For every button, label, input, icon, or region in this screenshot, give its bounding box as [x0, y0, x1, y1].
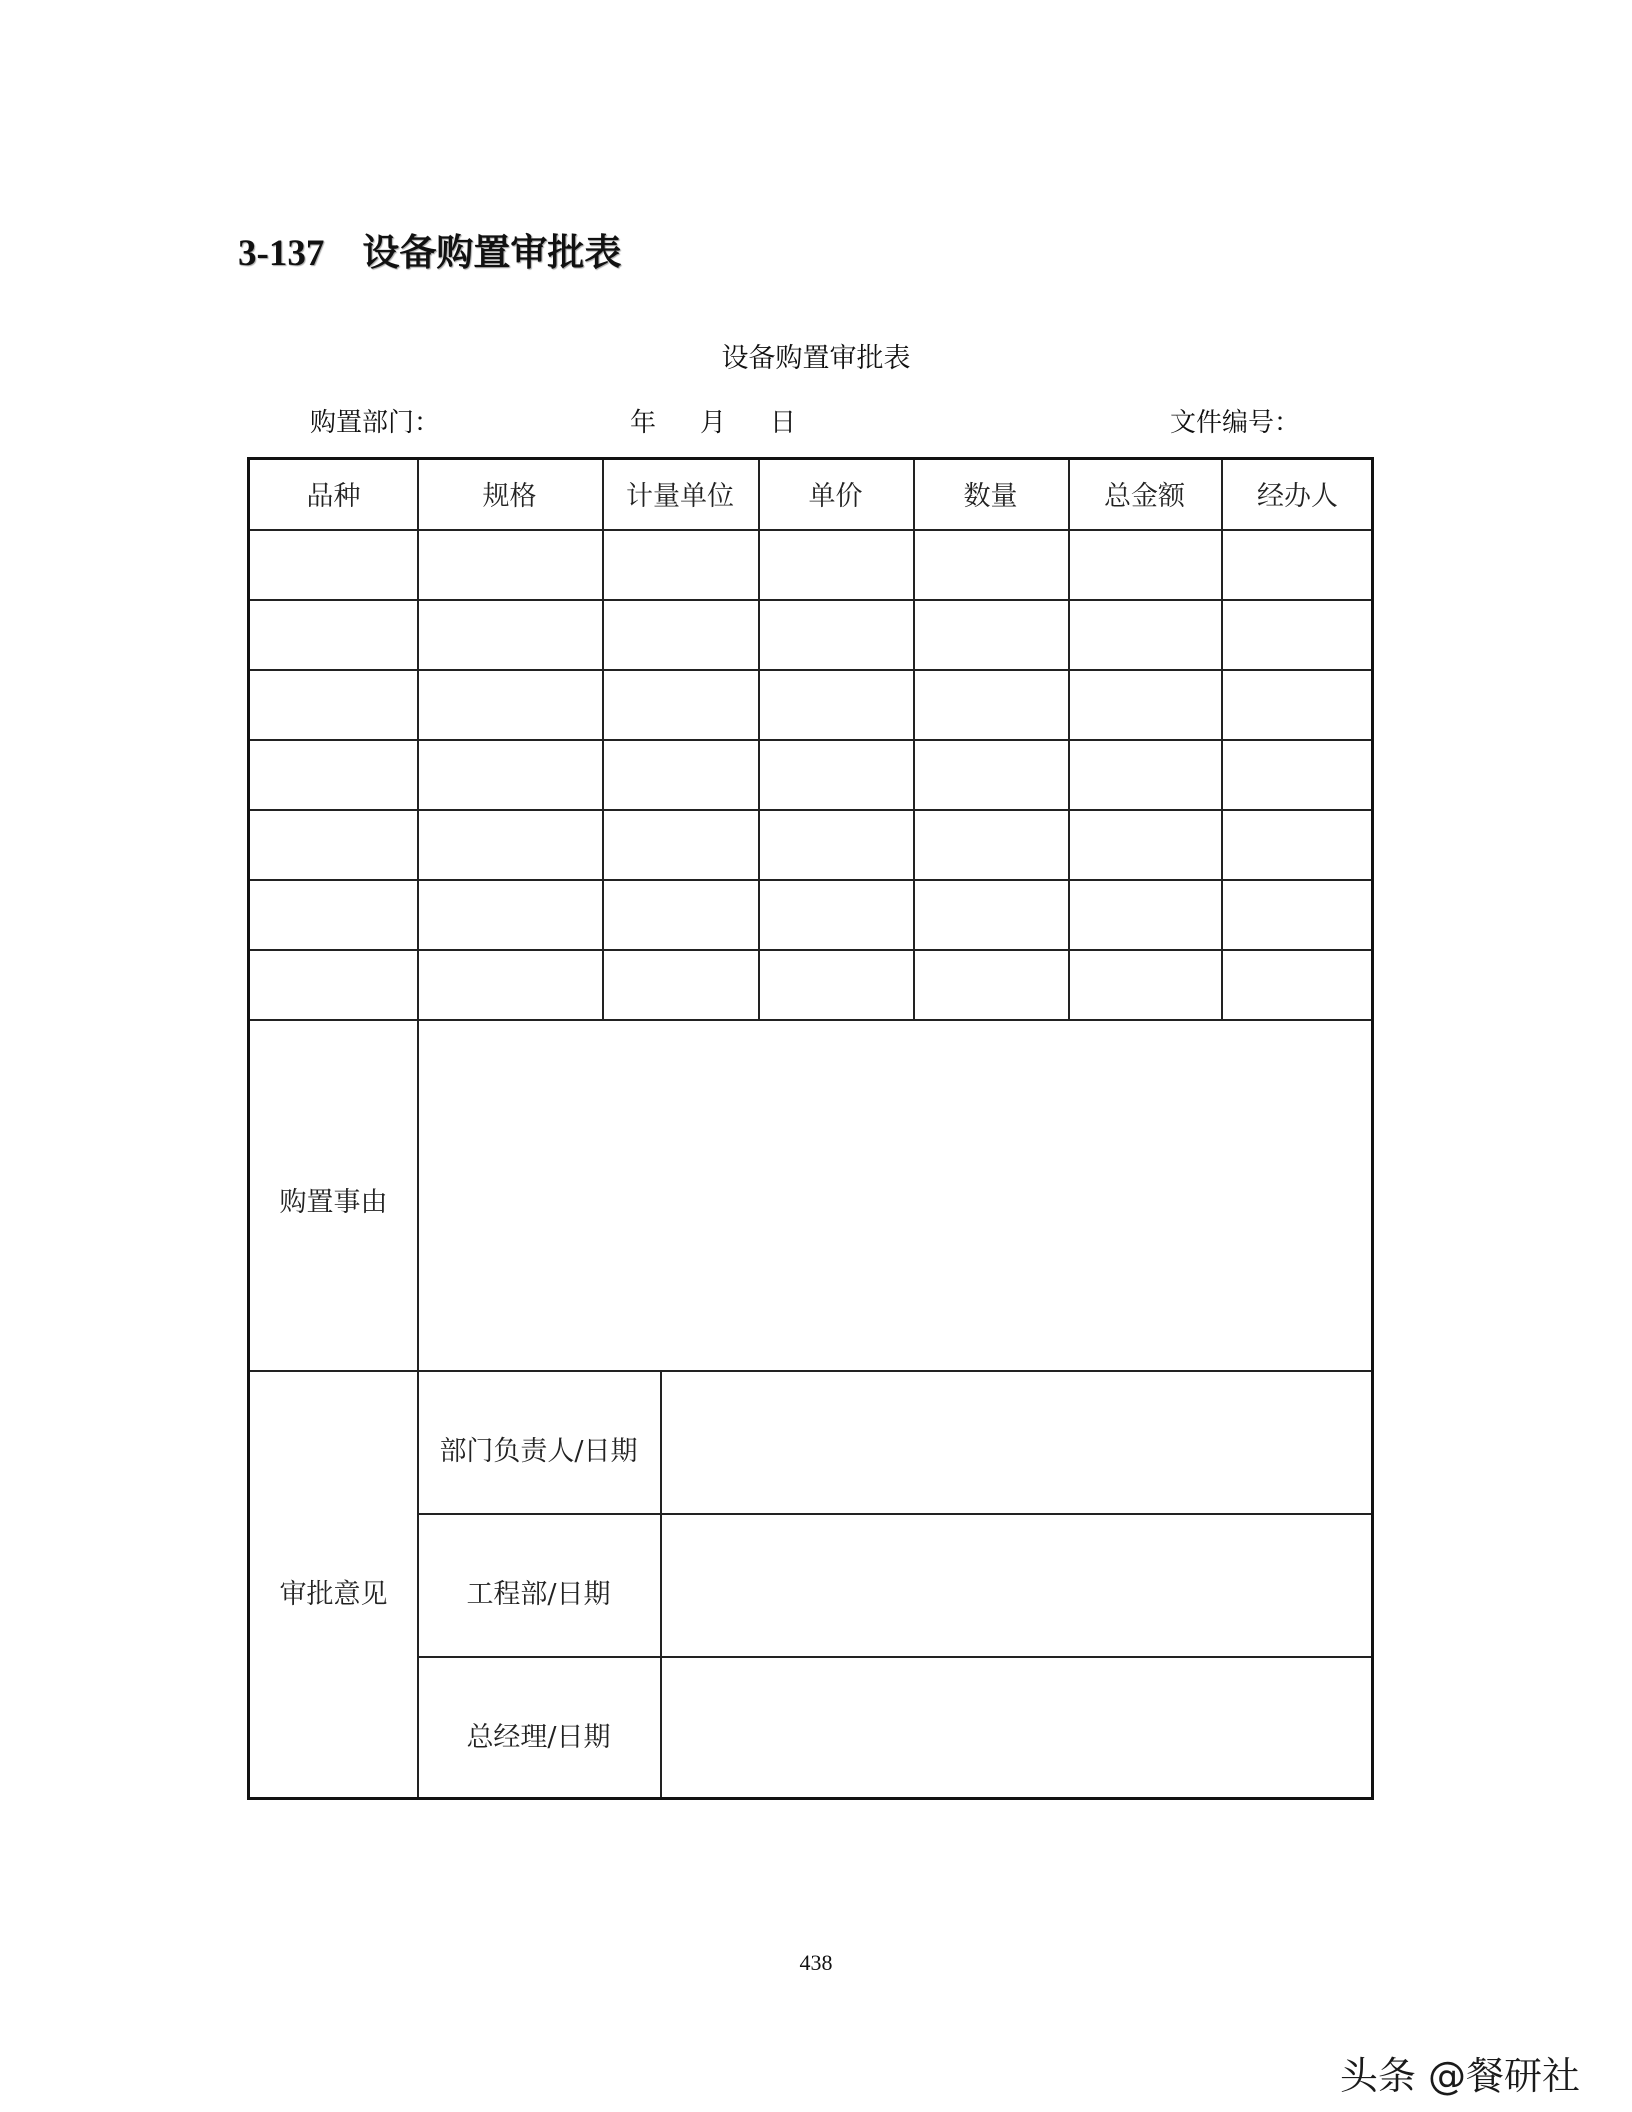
- item-cell[interactable]: [252, 951, 415, 1018]
- item-cell[interactable]: [760, 881, 911, 948]
- reason-field[interactable]: [419, 1025, 1371, 1372]
- column-divider: [1068, 460, 1070, 1020]
- item-cell[interactable]: [915, 531, 1066, 598]
- item-cell[interactable]: [419, 951, 600, 1018]
- item-cell[interactable]: [252, 881, 415, 948]
- item-cell[interactable]: [604, 531, 756, 598]
- item-cell[interactable]: [419, 531, 600, 598]
- item-cell[interactable]: [1070, 741, 1219, 808]
- item-cell[interactable]: [604, 881, 756, 948]
- section-heading: [238, 222, 621, 276]
- approval-label: 审批意见: [279, 1579, 388, 1610]
- item-cell[interactable]: [1070, 811, 1219, 878]
- item-cell[interactable]: [604, 741, 756, 808]
- page-number: 438: [799, 1950, 833, 1975]
- header-total-amount: 总金额: [1104, 481, 1185, 512]
- item-cell[interactable]: [1223, 881, 1369, 948]
- item-cell[interactable]: [252, 671, 415, 738]
- item-cell[interactable]: [604, 601, 756, 668]
- header-quantity: 数量: [963, 481, 1018, 512]
- section-number: 3-137: [238, 233, 325, 274]
- item-cell[interactable]: [915, 881, 1066, 948]
- item-cell[interactable]: [419, 671, 600, 738]
- item-cell[interactable]: [1223, 671, 1369, 738]
- section-title: 设备购置审批表: [362, 230, 622, 274]
- header-handler: 经办人: [1257, 481, 1338, 512]
- column-divider: [417, 1020, 419, 1797]
- item-cell[interactable]: [1223, 741, 1369, 808]
- item-cell[interactable]: [1070, 601, 1219, 668]
- item-cell[interactable]: [1223, 601, 1369, 668]
- column-divider: [417, 460, 419, 1020]
- item-cell[interactable]: [760, 531, 911, 598]
- item-cell[interactable]: [419, 601, 600, 668]
- item-cell[interactable]: [419, 811, 600, 878]
- item-cell[interactable]: [760, 741, 911, 808]
- item-cell[interactable]: [915, 811, 1066, 878]
- day-label: 日: [770, 408, 797, 438]
- row-divider: [417, 1513, 1371, 1515]
- header-unit-price: 单价: [808, 481, 863, 512]
- item-cell[interactable]: [915, 951, 1066, 1018]
- column-divider: [913, 460, 915, 1020]
- item-cell[interactable]: [252, 811, 415, 878]
- item-cell[interactable]: [1070, 671, 1219, 738]
- item-cell[interactable]: [1223, 951, 1369, 1018]
- item-cell[interactable]: [604, 951, 756, 1018]
- item-cell[interactable]: [252, 531, 415, 598]
- form-title: 设备购置审批表: [721, 343, 911, 374]
- item-cell[interactable]: [760, 951, 911, 1018]
- item-cell[interactable]: [252, 741, 415, 808]
- approval-row-dept-head: 部门负责人/日期: [439, 1436, 638, 1467]
- column-divider: [758, 460, 760, 1020]
- item-cell[interactable]: [760, 811, 911, 878]
- item-cell[interactable]: [760, 671, 911, 738]
- item-cell[interactable]: [1223, 531, 1369, 598]
- item-cell[interactable]: [1070, 881, 1219, 948]
- dept-head-signature-field[interactable]: [662, 1374, 1371, 1515]
- column-divider: [1221, 460, 1223, 1020]
- item-cell[interactable]: [419, 741, 600, 808]
- item-cell[interactable]: [760, 601, 911, 668]
- approval-row-engineering: 工程部/日期: [466, 1579, 611, 1610]
- header-unit: 计量单位: [626, 481, 734, 512]
- item-cell[interactable]: [915, 601, 1066, 668]
- engineering-signature-field[interactable]: [662, 1517, 1371, 1658]
- column-divider: [602, 460, 604, 1020]
- reason-label: 购置事由: [279, 1187, 388, 1218]
- item-cell[interactable]: [1070, 951, 1219, 1018]
- item-cell[interactable]: [252, 601, 415, 668]
- department-label: 购置部门：: [310, 408, 441, 438]
- approval-row-general-manager: 总经理/日期: [466, 1722, 611, 1753]
- item-cell[interactable]: [915, 741, 1066, 808]
- year-label: 年: [630, 408, 657, 438]
- header-specification: 规格: [482, 481, 537, 512]
- document-number-label: 文件编号：: [1170, 408, 1301, 438]
- item-cell[interactable]: [1223, 811, 1369, 878]
- item-cell[interactable]: [604, 671, 756, 738]
- section-divider: [250, 1370, 1371, 1372]
- item-cell[interactable]: [1070, 531, 1219, 598]
- month-label: 月: [700, 408, 727, 438]
- item-cell[interactable]: [915, 671, 1066, 738]
- item-cell[interactable]: [604, 811, 756, 878]
- column-divider: [660, 1370, 662, 1797]
- row-divider: [417, 1656, 1371, 1658]
- item-cell[interactable]: [419, 881, 600, 948]
- header-variety: 品种: [306, 481, 361, 512]
- watermark: 头条 @餐研社: [1339, 2054, 1580, 2098]
- approval-form-table: [247, 457, 1374, 1800]
- general-manager-signature-field[interactable]: [662, 1660, 1371, 1798]
